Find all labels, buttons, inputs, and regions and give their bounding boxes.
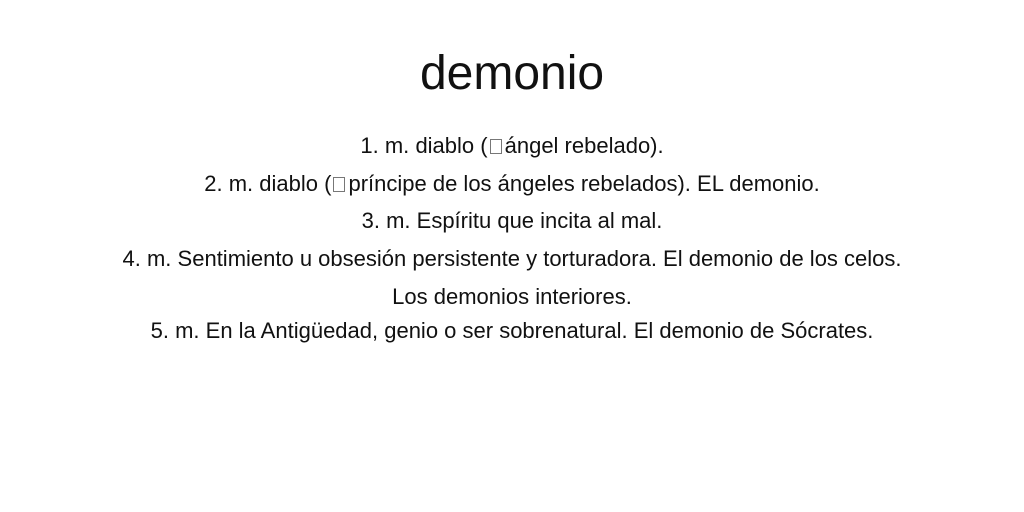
definition-5: [0, 317, 1024, 345]
definition-number: 4.: [122, 246, 141, 271]
headword-title: demonio: [419, 47, 605, 100]
definition-category: m.: [175, 318, 200, 343]
definition-number: 5.: [150, 318, 169, 343]
definition-category: m.: [386, 208, 411, 233]
definition-term: diablo: [259, 171, 319, 196]
definition-text: En la Antigüedad, genio o ser sobrenatural. El demonio de Sócrates.: [205, 318, 874, 343]
open-paren: (: [480, 133, 488, 158]
definition-2: [0, 170, 1024, 198]
definition-text: Sentimiento u obsesión persistente y torturadora. El demonio de los celos.: [177, 246, 902, 271]
definition-category: m.: [228, 171, 254, 196]
open-paren: (: [324, 171, 332, 196]
arrow-icon: [490, 139, 502, 154]
definition-3: [0, 207, 1024, 235]
definition-4-continuation: Los demonios interiores.: [392, 284, 632, 309]
definition-number: 2.: [204, 171, 223, 196]
definition-category: m.: [384, 133, 410, 158]
definition-1: [0, 132, 1024, 160]
definition-number: 1.: [360, 133, 379, 158]
definition-text: Espíritu que incita al mal.: [416, 208, 663, 233]
definition-4: [0, 245, 1024, 273]
definition-number: 3.: [361, 208, 380, 233]
definition-example: EL demonio.: [697, 171, 820, 196]
cross-reference-text: príncipe de los ángeles rebelados).: [348, 171, 691, 196]
cross-reference-text: ángel rebelado).: [504, 133, 664, 158]
arrow-icon: [333, 177, 345, 192]
definition-term: diablo: [415, 133, 475, 158]
definition-category: m.: [146, 246, 172, 271]
